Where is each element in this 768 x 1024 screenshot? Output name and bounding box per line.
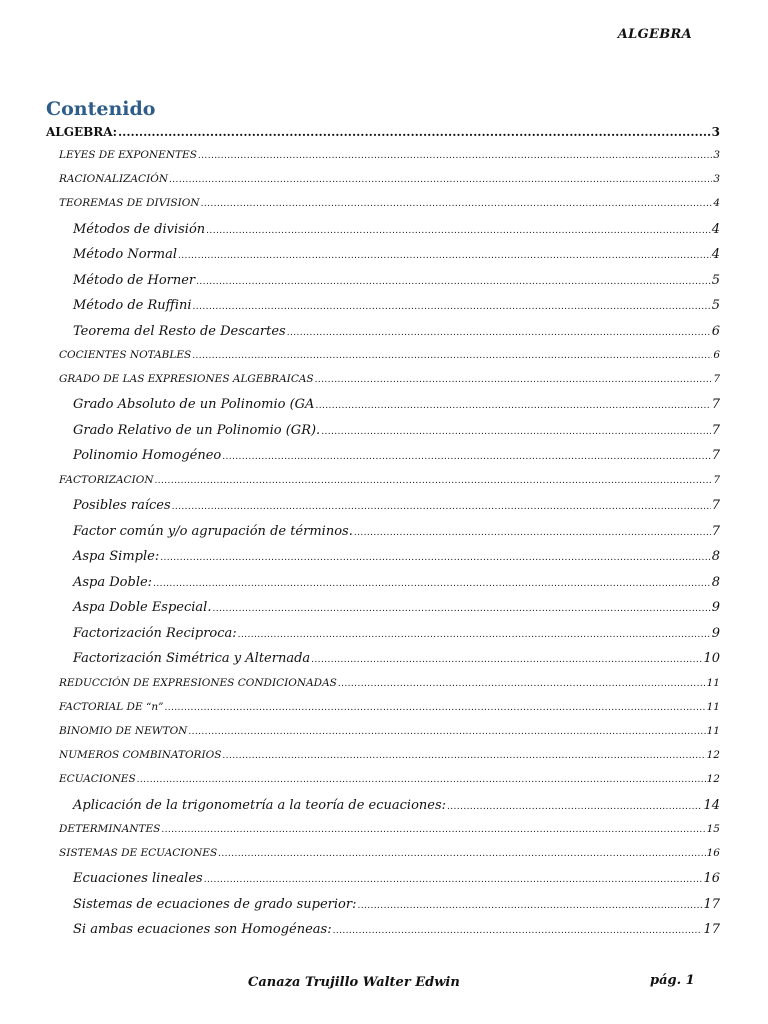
toc-entry[interactable] [46, 773, 720, 797]
toc-entry[interactable] [46, 524, 720, 550]
toc-entry[interactable] [46, 423, 720, 449]
toc-entry[interactable] [46, 922, 720, 948]
toc-entry[interactable] [46, 324, 720, 350]
toc-entry-title: COCIENTES NOTABLES [59, 349, 192, 362]
footer-page-number: pág. 1 [650, 973, 695, 988]
toc-entry-page: 17 [703, 896, 720, 912]
toc-entry-page: 7 [711, 523, 720, 539]
toc-title: Contenido [46, 98, 156, 120]
toc-entry[interactable] [46, 626, 720, 652]
toc-entry[interactable] [46, 575, 720, 601]
toc-entry[interactable] [46, 651, 720, 677]
toc-entry-title: Método de Horner [73, 272, 196, 288]
toc-entry[interactable] [46, 273, 720, 299]
toc-entry-title: Grado Absoluto de un Polinomio (GA [73, 397, 315, 413]
toc-entry-page: 6 [711, 323, 720, 339]
toc-dot-leader [447, 802, 702, 812]
toc-dot-leader [287, 328, 711, 338]
toc-entry-page: 11 [706, 676, 720, 689]
toc-entry-page: 12 [706, 773, 720, 786]
toc-dot-leader [137, 775, 706, 785]
toc-entry[interactable] [46, 474, 720, 498]
toc-entry-title: ALGEBRA: [46, 125, 117, 139]
toc-entry[interactable] [46, 725, 720, 749]
toc-dot-leader [338, 679, 706, 689]
toc-entry-title: FACTORIAL DE “n” [59, 700, 164, 713]
toc-dot-leader [357, 901, 702, 911]
toc-entry-title: Aspa Simple: [73, 549, 160, 565]
toc-entry-page: 4 [711, 247, 720, 263]
toc-entry-title: GRADO DE LAS EXPRESIONES ALGEBRAICAS [59, 373, 314, 386]
toc-entry-page: 9 [711, 625, 720, 641]
toc-entry[interactable] [46, 677, 720, 701]
toc-entry-page: 7 [711, 422, 720, 438]
toc-dot-leader [192, 351, 712, 361]
toc-entry-page: 8 [711, 574, 720, 590]
toc-entry-title: NUMEROS COMBINATORIOS [59, 749, 222, 762]
toc-entry-title: Factor común y/o agrupación de términos. [73, 523, 353, 539]
toc-entry-title: REDUCCIÓN DE EXPRESIONES CONDICIONADAS [59, 676, 337, 689]
toc-entry-page: 5 [711, 298, 720, 314]
toc-entry-title: Sistemas de ecuaciones de grado superior: [73, 896, 357, 912]
toc-entry-title: Método de Ruffini [73, 298, 192, 314]
toc-dot-leader [118, 125, 711, 139]
toc-entry-page: 17 [703, 922, 720, 938]
toc-entry[interactable] [46, 823, 720, 847]
toc-entry-title: Grado Relativo de un Polinomio (GR). [73, 422, 321, 438]
toc-entry-page: 7 [713, 473, 720, 486]
toc-entry-title: Métodos de división [73, 221, 206, 237]
toc-dot-leader [354, 528, 711, 538]
toc-entry[interactable] [46, 871, 720, 897]
toc-dot-leader [218, 849, 705, 859]
toc-entry-page: 4 [713, 197, 720, 210]
toc-entry[interactable] [46, 847, 720, 871]
toc-entry-page: 3 [713, 149, 720, 161]
toc-entry-page: 10 [703, 651, 720, 667]
toc-entry-page: 7 [711, 448, 720, 464]
toc-entry[interactable] [46, 173, 720, 197]
toc-entry-title: FACTORIZACION [59, 473, 154, 486]
table-of-contents [46, 125, 720, 948]
toc-entry-page: 11 [706, 725, 720, 737]
toc-entry[interactable] [46, 498, 720, 524]
toc-entry[interactable] [46, 897, 720, 923]
toc-entry[interactable] [46, 149, 720, 173]
toc-entry-title: BINOMIO DE NEWTON [59, 725, 188, 737]
toc-dot-leader [201, 199, 713, 209]
toc-entry[interactable] [46, 222, 720, 248]
toc-dot-leader [198, 151, 712, 161]
toc-entry[interactable] [46, 349, 720, 373]
toc-dot-leader [172, 502, 711, 512]
toc-dot-leader [193, 302, 711, 312]
toc-dot-leader [153, 579, 711, 589]
toc-entry-page: 7 [711, 397, 720, 413]
toc-entry-title: DETERMINANTES [59, 823, 161, 836]
toc-dot-leader [188, 727, 705, 737]
toc-entry-title: Ecuaciones lineales [73, 871, 203, 887]
toc-entry-title: Polinomio Homogéneo [73, 448, 222, 464]
toc-entry[interactable] [46, 298, 720, 324]
toc-entry-page: 12 [706, 749, 720, 762]
toc-dot-leader [155, 476, 713, 486]
toc-entry[interactable] [46, 549, 720, 575]
toc-dot-leader [212, 604, 710, 614]
toc-entry-title: Factorización Simétrica y Alternada [73, 651, 311, 667]
toc-entry[interactable] [46, 798, 720, 824]
toc-entry[interactable] [46, 397, 720, 423]
page-header-title: ALGEBRA [617, 27, 692, 42]
toc-dot-leader [222, 452, 710, 462]
toc-entry-title: LEYES DE EXPONENTES [59, 149, 197, 161]
toc-entry-page: 5 [711, 272, 720, 288]
toc-entry[interactable] [46, 247, 720, 273]
toc-entry-page: 3 [713, 173, 720, 186]
toc-dot-leader [238, 630, 711, 640]
toc-dot-leader [161, 825, 705, 835]
toc-entry-title: Teorema del Resto de Descartes [73, 323, 286, 339]
toc-entry-page: 14 [703, 797, 720, 813]
toc-entry-title: SISTEMAS DE ECUACIONES [59, 847, 218, 860]
toc-entry-page: 16 [703, 871, 720, 887]
toc-entry-title: TEOREMAS DE DIVISION [59, 197, 200, 210]
toc-entry[interactable] [46, 197, 720, 221]
toc-entry-page: 8 [711, 549, 720, 565]
toc-entry-page: 3 [711, 125, 720, 139]
toc-entry-title: Posibles raíces [73, 498, 171, 514]
toc-dot-leader [160, 553, 711, 563]
toc-entry-page: 15 [706, 823, 720, 836]
toc-entry-page: 9 [711, 600, 720, 616]
toc-dot-leader [333, 926, 703, 936]
toc-dot-leader [169, 175, 712, 185]
toc-entry-title: Si ambas ecuaciones son Homogéneas: [73, 922, 332, 938]
toc-entry-page: 11 [706, 700, 720, 713]
toc-entry-title: Aspa Doble Especial. [73, 600, 212, 616]
toc-dot-leader [178, 251, 711, 261]
toc-dot-leader [204, 875, 703, 885]
toc-entry-page: 16 [706, 847, 720, 860]
toc-entry-title: Factorización Reciproca: [73, 625, 237, 641]
toc-entry[interactable] [46, 448, 720, 474]
toc-entry[interactable] [46, 373, 720, 397]
footer-author: Canaza Trujillo Walter Edwin [248, 975, 460, 990]
toc-entry-title: Método Normal [73, 247, 177, 263]
toc-dot-leader [315, 401, 710, 411]
toc-entry-page: 4 [711, 221, 720, 237]
toc-entry[interactable] [46, 125, 720, 149]
toc-entry[interactable] [46, 749, 720, 773]
toc-entry-title: RACIONALIZACIÓN [59, 173, 169, 186]
toc-entry-title: Aplicación de la trigonometría a la teoría de ecuaciones: [73, 797, 447, 813]
toc-dot-leader [311, 655, 702, 665]
toc-dot-leader [222, 751, 705, 761]
toc-dot-leader [196, 277, 711, 287]
toc-dot-leader [321, 427, 711, 437]
toc-entry[interactable] [46, 600, 720, 626]
toc-dot-leader [206, 226, 711, 236]
toc-entry-title: ECUACIONES [59, 773, 136, 786]
toc-entry[interactable] [46, 701, 720, 725]
toc-entry-title: Aspa Doble: [73, 574, 153, 590]
toc-dot-leader [315, 375, 713, 385]
toc-dot-leader [164, 703, 705, 713]
toc-entry-page: 7 [711, 498, 720, 514]
toc-entry-page: 6 [713, 349, 720, 362]
toc-entry-page: 7 [713, 373, 720, 386]
